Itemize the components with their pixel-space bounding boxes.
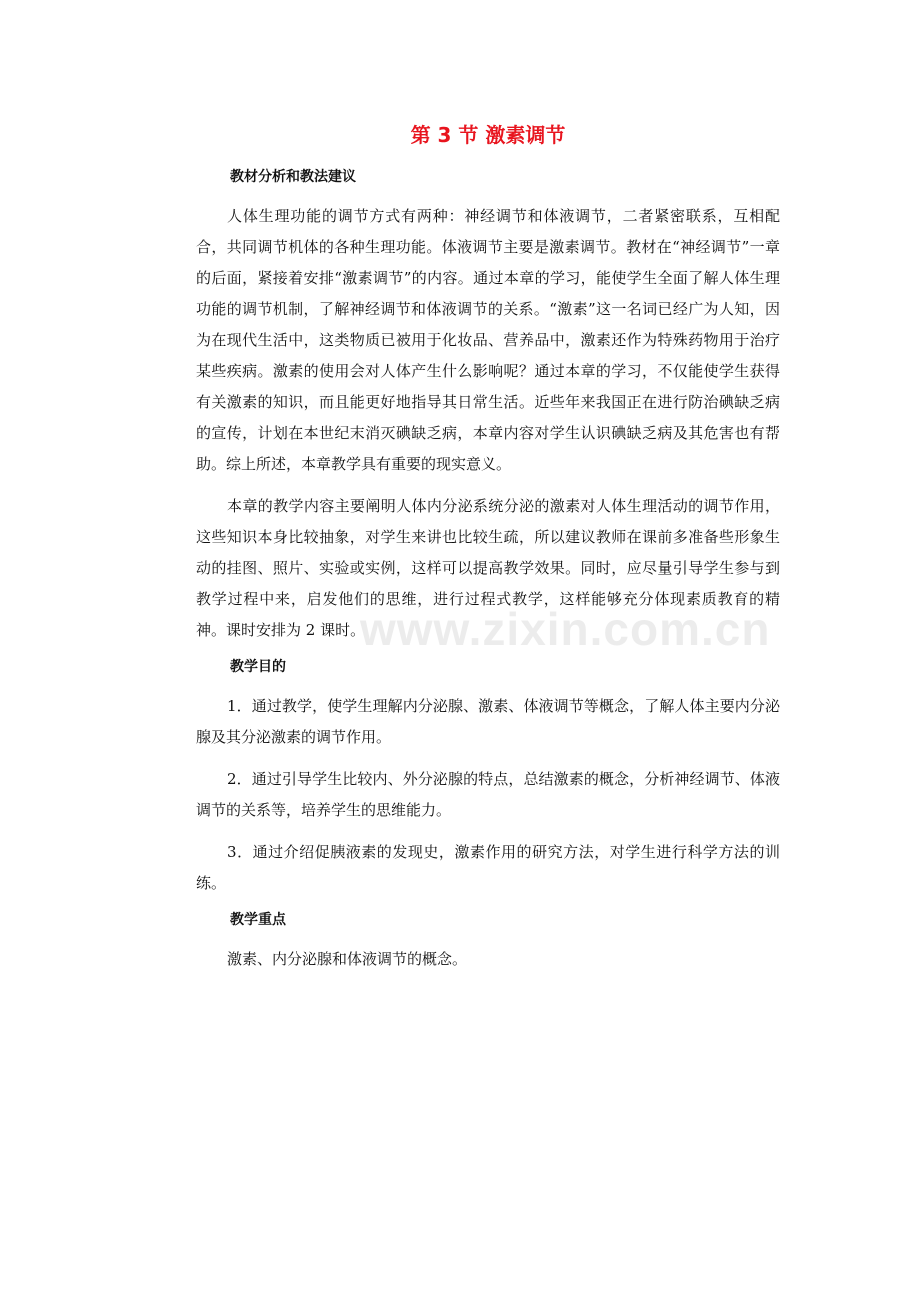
page-title: 第 3 节 激素调节 [410,123,566,147]
section-heading-analysis: 教材分析和教法建议 [230,169,356,185]
watermark: www.zixin.com.cn [360,603,771,655]
objective-item-1: 1．通过教学，使学生理解内分泌腺、激素、体液调节等概念，了解人体主要内分泌腺及其分泌激素的调节作用。 [196,697,780,746]
analysis-paragraph-2: 本章的教学内容主要阐明人体内分泌系统分泌的激素对人体生理活动的调节作用，这些知识本身比较抽象，对学生来讲也比较生疏，所以建议教师在课前多准备些形象生动的挂图、照片、实验或实例，这样可以提高教学效果。同时，应尽量引导学生参与到教学过程中来，启发他们的思维，进行过程式教学，这样能够充分体现素质教育的精神。课时安排为 2 课时。 [196,497,780,639]
section-heading-key-points: 教学重点 [230,912,286,928]
objective-item-2: 2．通过引导学生比较内、外分泌腺的特点，总结激素的概念，分析神经调节、体液调节的关系等，培养学生的思维能力。 [196,770,780,819]
document-content [196,119,780,986]
objective-item-3: 3．通过介绍促胰液素的发现史，激素作用的研究方法，对学生进行科学方法的训练。 [196,843,780,892]
section-heading-objectives: 教学目的 [230,659,286,675]
analysis-paragraph-1: 人体生理功能的调节方式有两种：神经调节和体液调节，二者紧密联系，互相配合，共同调节机体的各种生理功能。体液调节主要是激素调节。教材在“神经调节”一章的后面，紧接着安排“激素调节”的内容。通过本章的学习，能使学生全面了解人体生理功能的调节机制，了解神经调节和体液调节的关系。“激素”这一名词已经广为人知，因为在现代生活中，这类物质已被用于化妆品、营养品中，激素还作为特殊药物用于治疗某些疾病。激素的使用会对人体产生什么影响呢？通过本章的学习，不仅能使学生获得有关激素的知识，而且能更好地指导其日常生活。近些年来我国正在进行防治碘缺乏病的宣传，计划在本世纪末消灭碘缺乏病，本章内容对学生认识碘缺乏病及其危害也有帮助。综上所述，本章教学具有重要的现实意义。 [196,207,780,473]
key-points-text: 激素、内分泌腺和体液调节的概念。 [227,950,468,968]
